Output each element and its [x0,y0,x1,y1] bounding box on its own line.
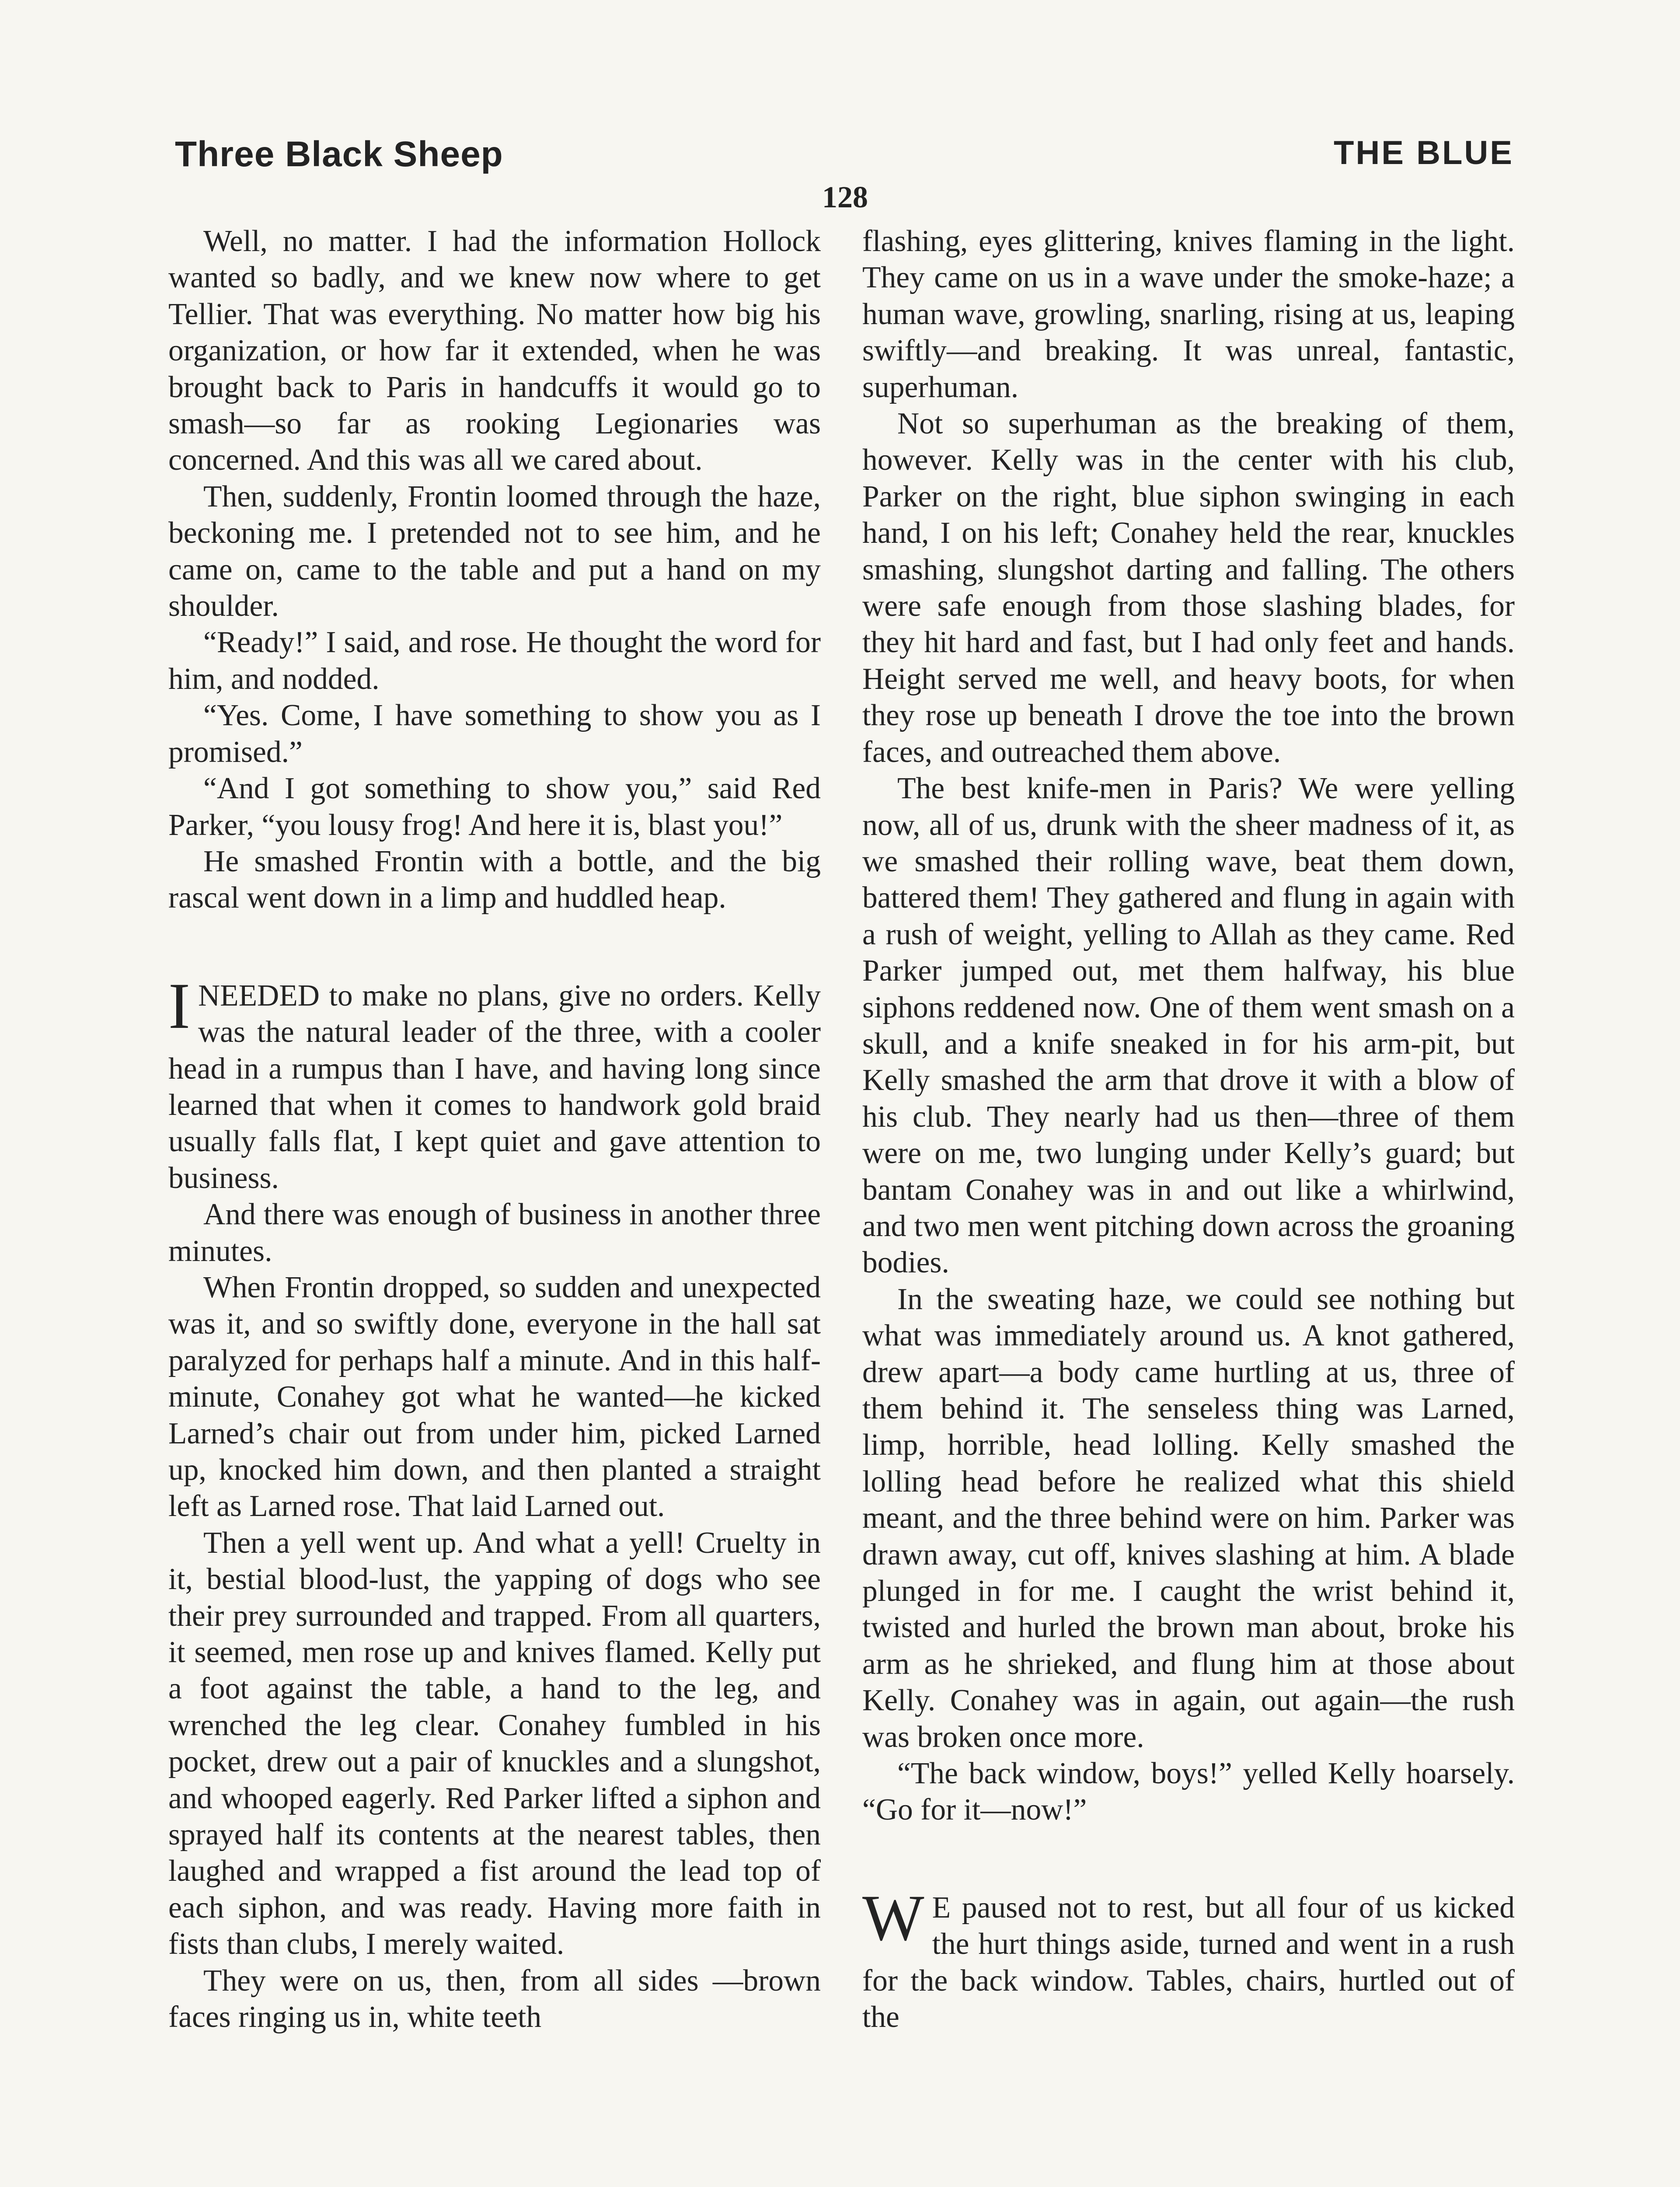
paragraph: Well, no matter. I had the information Hollock wanted so badly, and we knew now where to get Tellier. That was everything. No matter how big his organization, or how far it extended, when he was brought back to Paris in handcuffs it would go to smash—so far as rooking Legionaries was concerned. And this was all we cared about. [168,224,821,477]
paragraph: “Yes. Come, I have something to show you as I promised.” [168,699,821,769]
paragraph: Not so superhuman as the breaking of them, however. Kelly was in the center with his club, Parker on the right, blue siphon swinging in each hand, I on his left; Conahey held the rear, knuckles smashing, slungshot darting and falling. The others were safe enough from those slashing blades, for they hit hard and fast, but I had only feet and hands. Height served me well, and heavy boots, for when they rose up beneath I drove the toe into the brown faces, and outreached them above. [862,407,1515,769]
right-column [862,223,1515,2036]
left-column [168,223,821,2036]
section-text: NEEDED to make no plans, give no orders. Kelly was the natural leader of the three, with a cooler head in a rumpus than I have, and having long since learned that when it comes to handwork gold braid usually falls flat, I kept quiet and gave attention to business. [168,978,821,1195]
section-paragraph [168,969,821,1196]
section-paragraph [862,1881,1515,2036]
paragraph: He smashed Frontin with a bottle, and the big rascal went down in a limp and huddled heap. [168,844,821,915]
paragraph: In the sweating haze, we could see nothing but what was immediately around us. A knot gathered, drew apart—a body came hurtling at us, three of them behind it. The senseless thing was Larned, limp, horrible, head lolling. Kelly smashed the lolling head before he realized what this shield meant, and the three behind were on him. Parker was drawn away, cut off, knives slashing at him. A blade plunged in for me. I caught the wrist behind it, twisted and hurled the brown man about, broke his arm as he shrieked, and flung him at those about Kelly. Conahey was in again, out again—the rush was broken once more. [862,1282,1515,1754]
story-title: Three Black Sheep [175,134,503,174]
paragraph: The best knife-men in Paris? We were yelling now, all of us, drunk with the sheer madness of it, as we smashed their rolling wave, beat them down, battered them! They gathered and flung in again with a rush of weight, yelling to Allah as they came. Red Parker jumped out, met them halfway, his blue siphons reddened now. One of them went smash on a skull, and a knife sneaked in for his arm-pit, but Kelly smashed the arm that drove it with a blow of his club. They nearly had us then—three of them were on me, two lunging under Kelly’s guard; but bantam Conahey was in and out like a whirlwind, and two men went pitching down across the groaning bodies. [862,772,1515,1280]
paragraph: They were on us, then, from all sides —brown faces ringing us in, white teeth [168,1963,821,2034]
paragraph: “The back window, boys!” yelled Kelly hoarsely. “Go for it—now!” [862,1757,1515,1827]
page-number: 128 [822,181,868,214]
paragraph: When Frontin dropped, so sudden and unexpected was it, and so swiftly done, everyone in the hall sat paralyzed for perhaps half a minute. And in this half-minute, Conahey got what he wanted—he kicked Larned’s chair out from under him, picked Larned up, knocked him down, and then planted a straight left as Larned rose. That laid Larned out. [168,1270,821,1523]
drop-cap: I [168,969,190,1042]
paragraph: flashing, eyes glittering, knives flaming in the light. They came on us in a wave under the smoke-haze; a human wave, growling, snarling, rising at us, leaping swiftly—and breaking. It was unreal, fantastic, superhuman. [862,224,1515,404]
paragraph: “And I got something to show you,” said Red Parker, “you lousy frog! And here it is, blast you!” [168,772,821,842]
paragraph: Then a yell went up. And what a yell! Cruelty in it, bestial blood-lust, the yapping of dogs who see their prey surrounded and trapped. From all quarters, it seemed, men rose up and knives flamed. Kelly put a foot against the table, a hand to the leg, and wrenched the leg clear. Conahey fumbled in his pocket, drew out a pair of knuckles and a slungshot, and whooped eagerly. Red Parker lifted a siphon and sprayed half its contents at the nearest tables, then laughed and wrapped a fist around the lead top of each siphon, and was ready. Having more faith in fists than clubs, I merely waited. [168,1526,821,1961]
magazine-title: THE BLUE [1334,134,1514,171]
section-text: E paused not to rest, but all four of us kicked the hurt things aside, turned and went in a rush for the back window. Tables, chairs, hurtled out of the [862,1890,1515,2034]
drop-cap: W [862,1881,924,1954]
paragraph: And there was enough of business in another three minutes. [168,1198,821,1268]
paragraph: Then, suddenly, Frontin loomed through the haze, beckoning me. I pretended not to see him, and he came on, came to the table and put a hand on my shoulder. [168,479,821,623]
paragraph: “Ready!” I said, and rose. He thought the word for him, and nodded. [168,625,821,696]
